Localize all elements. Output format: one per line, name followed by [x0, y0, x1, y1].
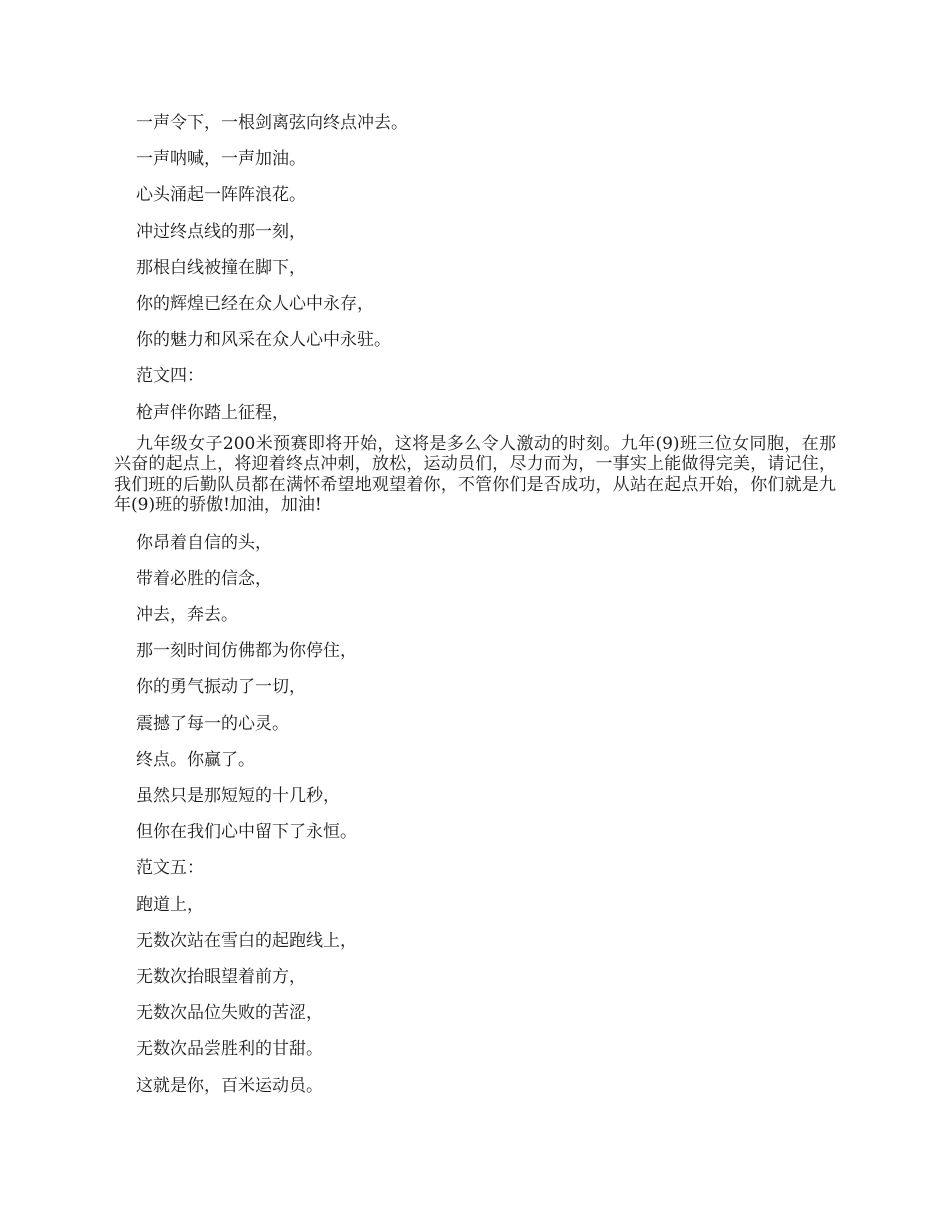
- document-body: [114, 108, 836, 1107]
- text-line: 那根白线被撞在脚下，: [136, 257, 306, 278]
- text-line: 无数次站在雪白的起跑线上，: [136, 930, 357, 951]
- text-line: 你昂着自信的头，: [136, 532, 272, 553]
- text-line: 终点。你赢了。: [136, 749, 255, 770]
- text-line: 一声令下，一根剑离弦向终点冲去。: [136, 113, 408, 133]
- section-heading: 范文五：: [136, 858, 204, 879]
- text-line: 虽然只是那短短的十几秒，: [136, 786, 340, 806]
- text-line: 你的魅力和风采在众人心中永驻。: [136, 330, 391, 351]
- text-line: 冲过终点线的那一刻，: [136, 221, 306, 242]
- text-line: 那一刻时间仿佛都为你停住，: [136, 641, 357, 662]
- text-line: 带着必胜的信念，: [136, 568, 272, 589]
- body-paragraph: 九年级女子200米预赛即将开始，这将是多么令人激动的时刻。九年(9)班三位女同胞，在那兴奋的起点上，将迎着终点冲刺，放松，运动员们，尽力而为，一事实上能做得完美，请记住，我们班的后勤队员都在满怀希望地观望着你，不管你们是否成功，从站在起点开始，你们就是九年(9)班的骄傲!加油，加油!: [114, 433, 836, 516]
- text-line: 无数次品位失败的苦涩，: [136, 1003, 323, 1024]
- text-line: 你的勇气振动了一切，: [136, 677, 306, 698]
- text-line: 震撼了每一的心灵。: [136, 713, 289, 734]
- text-line: 一声呐喊，一声加油。: [136, 149, 306, 170]
- text-line: 心头涌起一阵阵浪花。: [136, 185, 306, 206]
- text-line: 无数次抬眼望着前方，: [136, 966, 306, 987]
- text-line: 这就是你，百米运动员。: [136, 1075, 323, 1096]
- text-line: 但你在我们心中留下了永恒。: [136, 822, 357, 843]
- text-line: 你的辉煌已经在众人心中永存，: [136, 293, 374, 314]
- text-line: 冲去，奔去。: [136, 605, 238, 626]
- section-heading: 范文四：: [136, 366, 204, 387]
- text-line: 枪声伴你踏上征程，: [136, 402, 289, 423]
- text-line: 跑道上，: [136, 894, 204, 915]
- text-line: 无数次品尝胜利的甘甜。: [136, 1039, 323, 1060]
